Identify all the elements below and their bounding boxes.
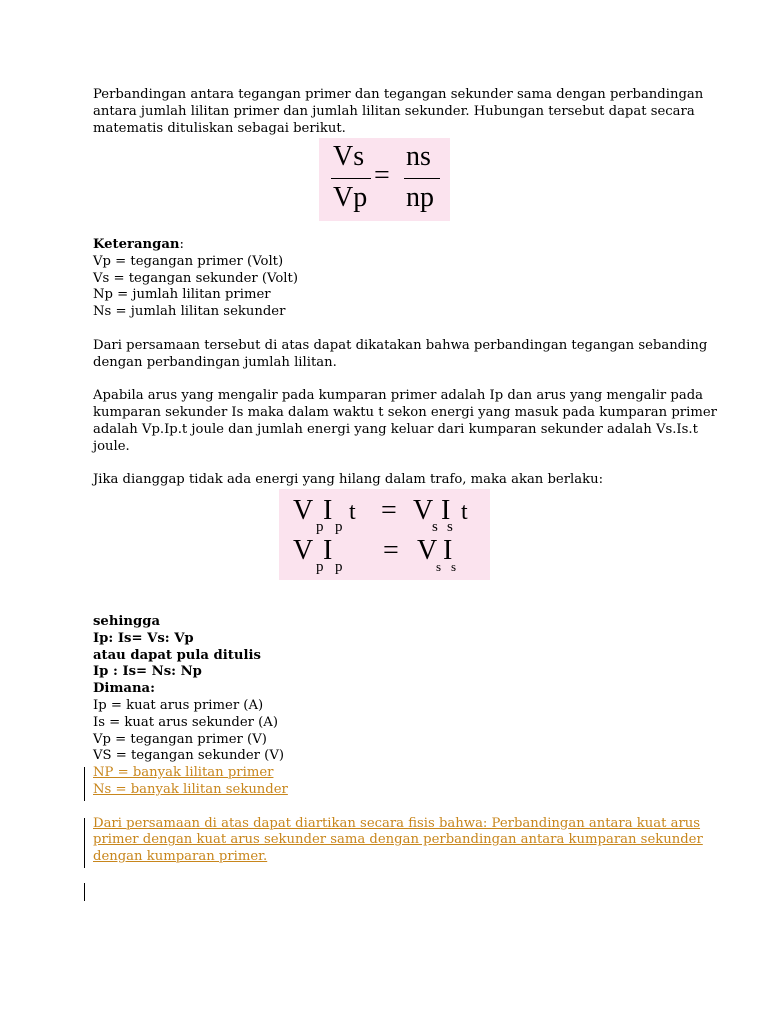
formula-symbol-t: t bbox=[461, 499, 468, 525]
bold-line: atau dapat pula ditulis bbox=[93, 647, 261, 663]
formula-equals: = bbox=[383, 535, 399, 566]
formula-symbol-i: I bbox=[443, 535, 453, 566]
formula-subscript: p bbox=[316, 519, 324, 535]
formula-symbol-v: V bbox=[413, 495, 434, 526]
formula-equals: = bbox=[374, 160, 390, 191]
formula-symbol-v: V bbox=[417, 535, 438, 566]
paragraph-line: adalah Vp.Ip.t joule dan jumlah energi yang keluar dari kumparan sekunder adalah Vs.Is.t bbox=[93, 421, 698, 437]
definition-item: VS = tegangan sekunder (V) bbox=[93, 748, 284, 764]
formula-subscript: s bbox=[451, 559, 457, 574]
keterangan-colon: : bbox=[179, 237, 184, 252]
keterangan-heading bbox=[93, 237, 668, 254]
change-bar bbox=[84, 818, 85, 868]
formula-numerator-vs: Vs bbox=[333, 141, 365, 172]
tracked-change-item: NP = banyak lilitan primer bbox=[93, 765, 274, 781]
formula-symbol-v: V bbox=[293, 495, 314, 526]
keterangan-item: Vp = tegangan primer (Volt) bbox=[93, 253, 284, 269]
formula-subscript: p bbox=[335, 559, 343, 575]
intro-line: antara jumlah lilitan primer dan jumlah lilitan sekunder. Hubungan tersebut dapat secara bbox=[93, 103, 695, 119]
formula-symbol-v: V bbox=[293, 535, 314, 566]
paragraph-line: Jika dianggap tidak ada energi yang hilang dalam trafo, maka akan berlaku: bbox=[93, 472, 604, 488]
fraction-bar bbox=[331, 178, 371, 179]
bold-line: sehingga bbox=[93, 614, 160, 629]
formula-denominator-np: np bbox=[406, 182, 434, 213]
document-body bbox=[93, 87, 704, 137]
paragraph-line: joule. bbox=[93, 438, 130, 454]
definition-item: Ip = kuat arus primer (A) bbox=[93, 697, 264, 713]
tracked-change-item: Ns = banyak lilitan sekunder bbox=[93, 781, 288, 797]
tracked-change-paragraph-line: primer dengan kuat arus sekunder sama dengan perbandingan antara kumparan sekunder bbox=[93, 832, 703, 848]
intro-line: Perbandingan antara tegangan primer dan tegangan sekunder sama dengan perbandingan bbox=[93, 87, 704, 102]
keterangan-section bbox=[93, 237, 717, 489]
change-bar bbox=[84, 767, 85, 801]
tracked-change-paragraph-line: dengan kumparan primer. bbox=[93, 849, 268, 865]
formula-equals: = bbox=[381, 495, 397, 526]
formula-voltage-ratio bbox=[319, 138, 450, 221]
formula-energy-balance bbox=[279, 489, 490, 580]
bold-line: Dimana: bbox=[93, 681, 155, 697]
bold-line: Ip: Is= Vs: Vp bbox=[93, 630, 194, 646]
paragraph-line: kumparan sekunder Is maka dalam waktu t sekon energi yang masuk pada kumparan primer bbox=[93, 404, 717, 420]
paragraph-line: Apabila arus yang mengalir pada kumparan primer adalah Ip dan arus yang mengalir pada bbox=[93, 388, 704, 404]
formula-subscript: s bbox=[432, 519, 438, 535]
formula-numerator-ns: ns bbox=[406, 141, 431, 172]
formula-symbol-i: I bbox=[323, 535, 333, 566]
formula-symbol-i: I bbox=[323, 495, 333, 526]
formula-subscript: s bbox=[436, 559, 442, 574]
definition-item: Is = kuat arus sekunder (A) bbox=[93, 714, 278, 730]
formula-subscript: p bbox=[335, 519, 343, 535]
keterangan-item: Vs = tegangan sekunder (Volt) bbox=[93, 270, 298, 286]
fraction-bar bbox=[404, 178, 440, 179]
bold-line: Ip : Is= Ns: Np bbox=[93, 664, 202, 680]
keterangan-item: Ns = jumlah lilitan sekunder bbox=[93, 304, 286, 320]
text-cursor bbox=[84, 883, 85, 901]
definition-item: Vp = tegangan primer (V) bbox=[93, 731, 267, 747]
formula-denominator-vp: Vp bbox=[333, 182, 368, 213]
paragraph-line: dengan perbandingan jumlah lilitan. bbox=[93, 354, 337, 370]
conclusion-section bbox=[93, 614, 703, 866]
formula-symbol-i: I bbox=[441, 495, 451, 526]
formula-subscript: s bbox=[447, 519, 453, 535]
formula-symbol-t: t bbox=[349, 499, 356, 525]
paragraph-line: Dari persamaan tersebut di atas dapat dikatakan bahwa perbandingan tegangan sebanding bbox=[93, 337, 708, 353]
formula-subscript: p bbox=[316, 559, 324, 575]
intro-paragraph bbox=[93, 87, 704, 137]
keterangan-item: Np = jumlah lilitan primer bbox=[93, 287, 271, 303]
intro-line: matematis dituliskan sebagai berikut. bbox=[93, 120, 346, 136]
tracked-change-paragraph-line: Dari persamaan di atas dapat diartikan secara fisis bahwa: Perbandingan antara kuat arus bbox=[93, 815, 701, 831]
keterangan-label: Keterangan bbox=[93, 237, 180, 252]
